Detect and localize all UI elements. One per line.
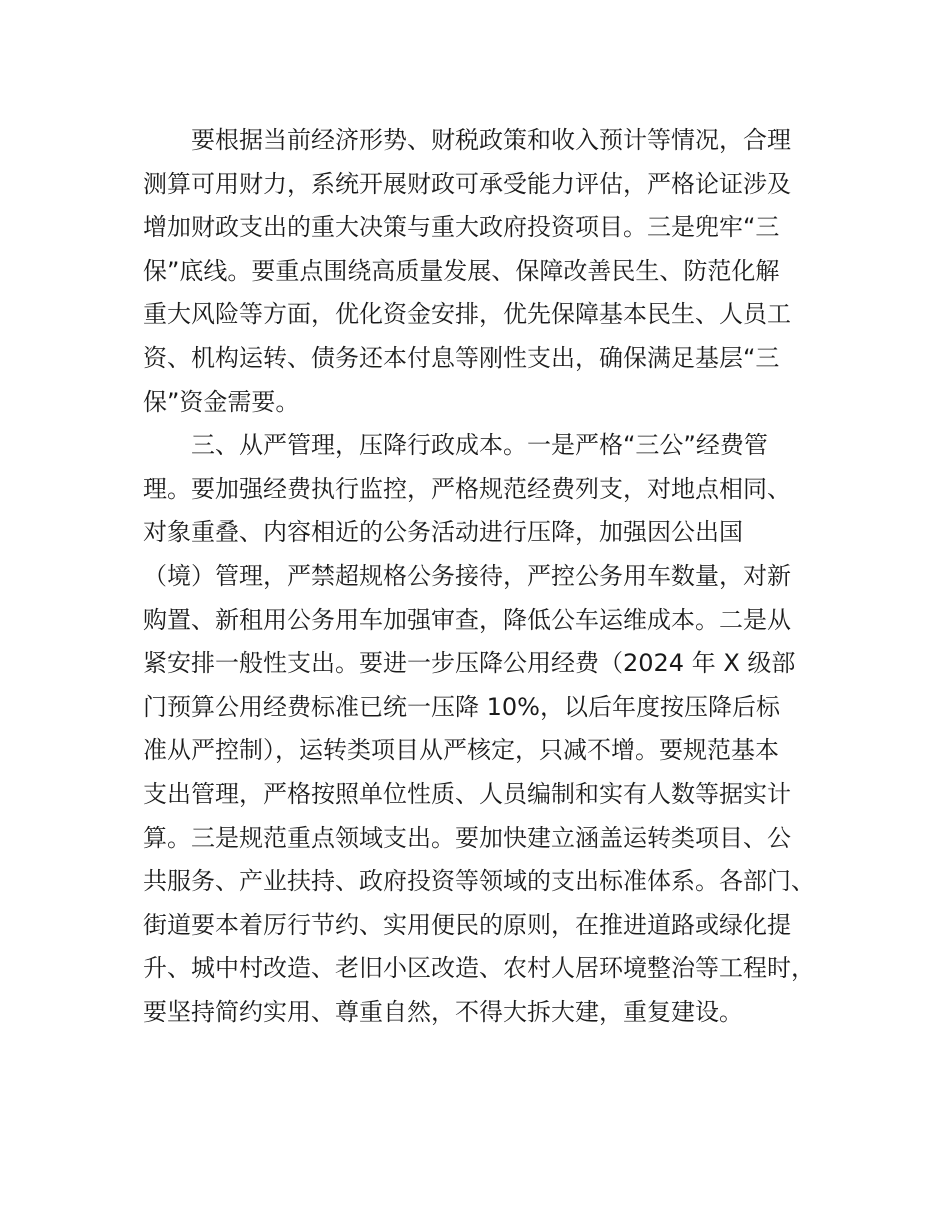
text-line: 理。要加强经费执行监控，严格规范经费列支，对地点相同、	[143, 474, 791, 503]
text-line: 重大风险等方面，优化资金安排，优先保障基本民生、人员工	[143, 300, 791, 329]
text-line: 购置、新租用公务用车加强审查，降低公车运维成本。二是从	[143, 605, 791, 634]
text-line: 升、城中村改造、老旧小区改造、农村人居环境整治等工程时，	[143, 954, 815, 983]
text-line: 街道要本着厉行节约、实用便民的原则，在推进道路或绿化提	[143, 910, 791, 939]
paragraph-1	[143, 119, 843, 424]
text-line: 门预算公用经费标准已统一压降 10%，以后年度按压降后标	[143, 692, 780, 721]
text-line: 支出管理，严格按照单位性质、人员编制和实有人数等据实计	[143, 779, 791, 808]
text-line: 保”底线。要重点围绕高质量发展、保障改善民生、防范化解	[143, 256, 780, 285]
text-line: 算。三是规范重点领域支出。要加快建立涵盖运转类项目、公	[143, 823, 791, 852]
text-line: 测算可用财力，系统开展财政可承受能力评估，严格论证涉及	[143, 169, 791, 198]
text-line: 增加财政支出的重大决策与重大政府投资项目。三是兜牢“三	[143, 213, 780, 242]
text-line: 保”资金需要。	[143, 387, 300, 416]
text-line: 共服务、产业扶持、政府投资等领域的支出标准体系。各部门、	[143, 867, 815, 896]
text-line: 紧安排一般性支出。要进一步压降公用经费（2024 年 X 级部	[143, 649, 796, 678]
text-line: 要根据当前经济形势、财税政策和收入预计等情况，合理	[191, 126, 791, 154]
paragraph-2	[143, 424, 843, 1034]
text-line: 准从严控制），运转类项目从严核定，只减不增。要规范基本	[143, 736, 779, 765]
text-line: （境）管理，严禁超规格公务接待，严控公务用车数量，对新	[143, 561, 791, 590]
text-line: 三、从严管理，压降行政成本。一是严格“三公”经费管	[191, 431, 768, 460]
text-line: 对象重叠、内容相近的公务活动进行压降，加强因公出国	[143, 518, 743, 547]
document-body	[143, 119, 843, 1034]
text-line: 资、机构运转、债务还本付息等刚性支出，确保满足基层“三	[143, 343, 780, 372]
text-line: 要坚持简约实用、尊重自然，不得大拆大建，重复建设。	[143, 997, 743, 1026]
